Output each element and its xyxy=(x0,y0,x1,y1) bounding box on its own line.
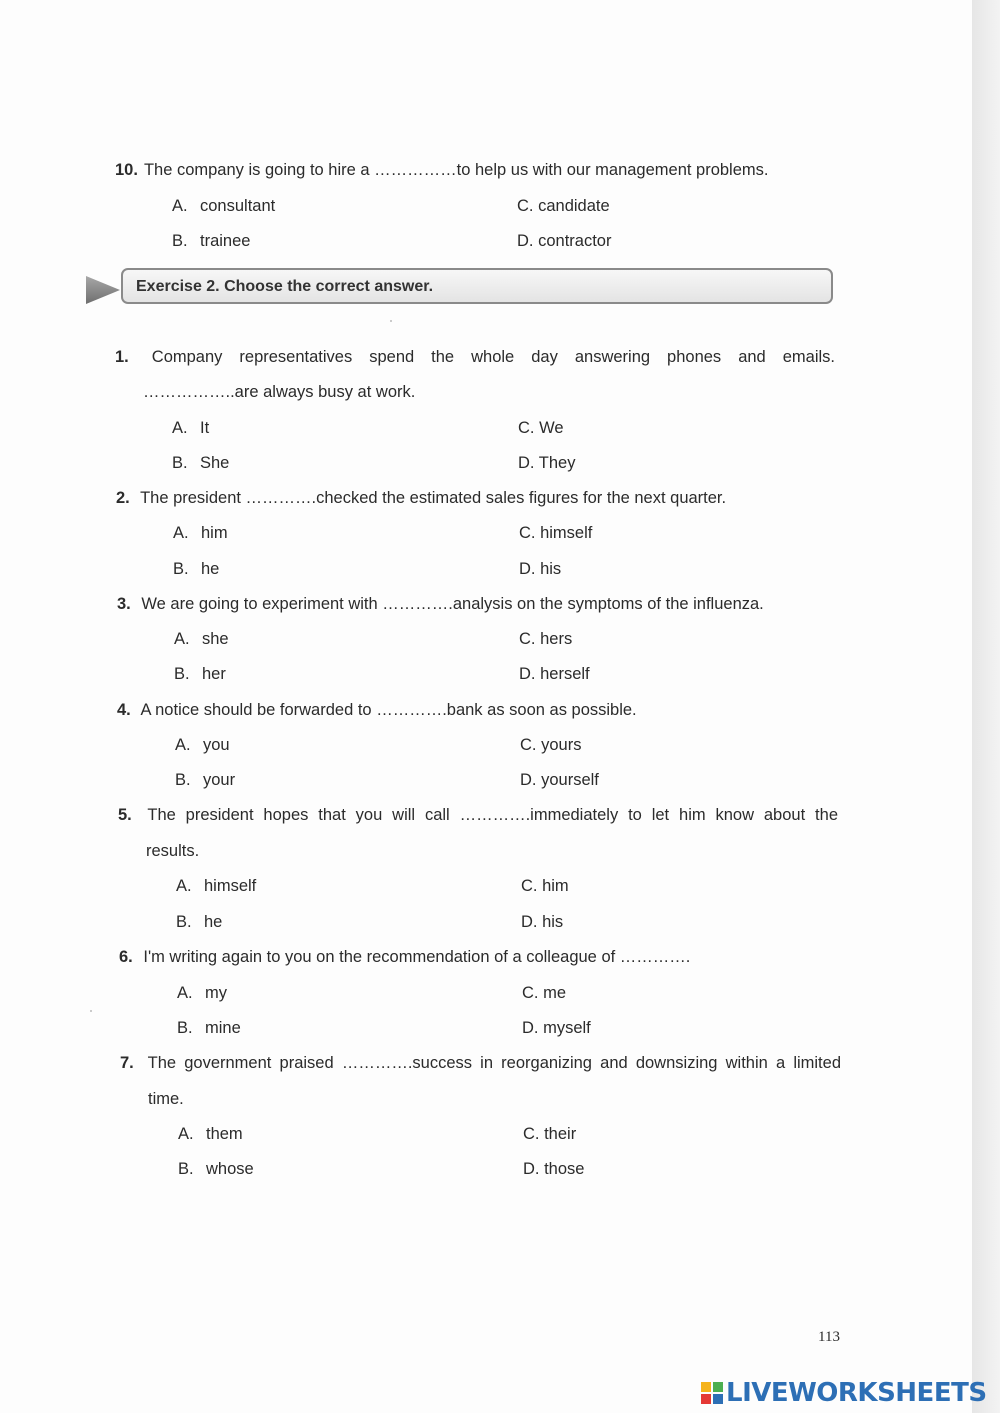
option-a: A. himself xyxy=(176,877,257,895)
scan-edge xyxy=(972,0,1000,1413)
question-4: 4. A notice should be forwarded to ………….bank as soon as possible. xyxy=(117,701,637,719)
option-c: C. hers xyxy=(519,630,573,648)
option-b: B. he xyxy=(176,913,223,931)
question-10 xyxy=(115,160,768,180)
option-c: C. yours xyxy=(520,736,582,754)
option-b: B. mine xyxy=(177,1019,241,1037)
option-d: D. They xyxy=(518,454,576,472)
option-a: A. him xyxy=(173,524,228,542)
question-text: The company is going to hire a ……………to help us with our management problems. xyxy=(143,161,769,179)
option-a: A. consultant xyxy=(172,197,276,215)
option-c: C. himself xyxy=(519,524,593,542)
option-c: C. candidate xyxy=(517,197,610,215)
scan-speck xyxy=(90,1010,92,1012)
option-d: D. those xyxy=(523,1160,585,1178)
option-b: B. She xyxy=(172,454,230,472)
option-d: D. his xyxy=(521,913,564,931)
question-number: 10. xyxy=(115,161,138,179)
question-5-line2: results. xyxy=(146,842,200,860)
exercise-header xyxy=(121,268,833,304)
option-c: C. him xyxy=(521,877,569,895)
exercise-title: Exercise 2. Choose the correct answer. xyxy=(136,278,434,295)
option-d: D. herself xyxy=(519,665,590,683)
option-c: C. me xyxy=(522,984,567,1002)
arrow-icon xyxy=(84,275,122,305)
option-a: A. she xyxy=(174,630,229,648)
option-a: A. It xyxy=(172,419,210,437)
option-d: D. his xyxy=(519,560,562,578)
option-a: A. you xyxy=(175,736,230,754)
option-b: B. trainee xyxy=(172,232,251,250)
question-5: 5. The president hopes that you will call ………….immediately to let him know about the xyxy=(118,806,838,824)
option-b: B. whose xyxy=(178,1160,254,1178)
option-a: A. my xyxy=(177,984,227,1002)
option-d: D. contractor xyxy=(517,232,612,250)
option-b: B. her xyxy=(174,665,226,683)
question-1-line2: ……………..are always busy at work. xyxy=(143,383,416,401)
option-b: B. he xyxy=(173,560,220,578)
scan-speck xyxy=(390,320,392,322)
question-6: 6. I'm writing again to you on the recommendation of a colleague of …………. xyxy=(119,948,691,966)
question-1: 1. Company representatives spend the whole day answering phones and emails. xyxy=(115,348,835,366)
question-3: 3. We are going to experiment with ………….analysis on the symptoms of the influenza. xyxy=(117,595,764,613)
liveworksheets-icon xyxy=(700,1381,724,1405)
question-2: 2. The president ………….checked the estimated sales figures for the next quarter. xyxy=(116,489,727,507)
option-a: A. them xyxy=(178,1125,243,1143)
question-7-line2: time. xyxy=(148,1090,184,1108)
question-7: 7. The government praised ………….success in reorganizing and downsizing within a limited xyxy=(120,1054,841,1072)
page-number: 113 xyxy=(818,1329,840,1345)
option-d: D. myself xyxy=(522,1019,591,1037)
brand-name: LIVEWORKSHEETS xyxy=(726,1378,987,1408)
option-c: C. We xyxy=(518,419,564,437)
liveworksheets-logo xyxy=(700,1377,987,1409)
option-d: D. yourself xyxy=(520,771,599,789)
option-c: C. their xyxy=(523,1125,577,1143)
option-b: B. your xyxy=(175,771,236,789)
